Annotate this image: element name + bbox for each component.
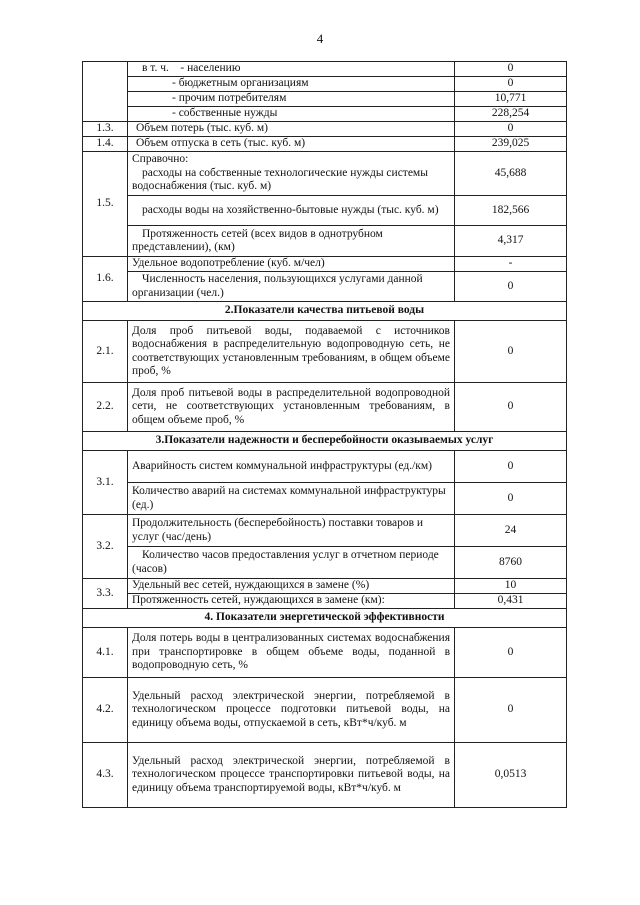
row-number: 4.2. (83, 678, 128, 743)
row-value: 0 (455, 383, 567, 432)
row-number: 1.5. (83, 152, 128, 257)
row-value: 239,025 (455, 137, 567, 152)
section-title: 3.Показатели надежности и бесперебойности оказываемых услуг (83, 432, 567, 451)
row-value: 24 (455, 515, 567, 547)
row-description: расходы воды на хозяйственно-бытовые нужды (тыс. куб. м) (128, 196, 455, 226)
row-description: Удельный расход электрической энергии, потребляемой в технологическом процессе подготовки питьевой воды, на единицу объема воды, отпускаемой в сеть, кВт*ч/куб. м (128, 678, 455, 743)
row-value: 0 (455, 483, 567, 515)
row-description: Удельный вес сетей, нуждающихся в замене (%) (128, 579, 455, 594)
table-row (83, 152, 567, 196)
table-row (83, 594, 567, 609)
row-description: Доля проб питьевой воды, подаваемой с источников водоснабжения в распределительную водопроводную сеть, не соответствующих установленным требованиям, в общем объеме проб, % (128, 321, 455, 383)
section-header-row (83, 609, 567, 628)
row-value: 0 (455, 451, 567, 483)
row-value: 0,431 (455, 594, 567, 609)
row-value: 0 (455, 122, 567, 137)
row-number: 1.6. (83, 257, 128, 302)
row-description: Доля проб питьевой воды в распределительной водопроводной сети, не соответствующих установленным требованиям, в общем объеме проб, % (128, 383, 455, 432)
row-number: 1.3. (83, 122, 128, 137)
reference-header: Справочно: (132, 153, 189, 166)
row-value: 0 (455, 321, 567, 383)
row-description: Объем потерь (тыс. куб. м) (128, 122, 455, 137)
row-description: Численность населения, пользующихся услугами данной организации (чел.) (128, 272, 455, 302)
table-row (83, 62, 567, 77)
row-description (128, 152, 455, 196)
table-row (83, 137, 567, 152)
row-description: Удельное водопотребление (куб. м/чел) (128, 257, 455, 272)
row-description: Протяженность сетей (всех видов в однотрубном представлении), (км) (128, 226, 455, 257)
row-description: Объем отпуска в сеть (тыс. куб. м) (128, 137, 455, 152)
table-row (83, 579, 567, 594)
row-description: Количество аварий на системах коммунальной инфраструктуры (ед.) (128, 483, 455, 515)
table-row (83, 678, 567, 743)
table-row (83, 451, 567, 483)
table-row (83, 92, 567, 107)
reference-item: расходы на собственные технологические нужды системы водоснабжения (тыс. куб. м) (132, 166, 428, 193)
table-row (83, 257, 567, 272)
row-description: Протяженность сетей, нуждающихся в замене (км): (128, 594, 455, 609)
table-row (83, 272, 567, 302)
section-title: 4. Показатели энергетической эффективности (83, 609, 567, 628)
table-row (83, 122, 567, 137)
row-description: - собственные нужды (128, 107, 455, 122)
row-number: 2.2. (83, 383, 128, 432)
row-description: Продолжительность (бесперебойность) поставки товаров и услуг (час/день) (128, 515, 455, 547)
row-number: 3.2. (83, 515, 128, 579)
section-header-row (83, 432, 567, 451)
row-number: 2.1. (83, 321, 128, 383)
row-description: Аварийность систем коммунальной инфраструктуры (ед./км) (128, 451, 455, 483)
row-description: Удельный расход электрической энергии, потребляемой в технологическом процессе транспортировки питьевой воды, на единицу объема транспортируемой воды, кВт*ч/куб. м (128, 743, 455, 808)
table-row (83, 743, 567, 808)
row-value: 0 (455, 678, 567, 743)
row-description: в т. ч. - населению (128, 62, 455, 77)
table-row (83, 196, 567, 226)
row-description: Количество часов предоставления услуг в отчетном периоде (часов) (128, 547, 455, 579)
row-value: 0 (455, 62, 567, 77)
row-number: 1.4. (83, 137, 128, 152)
table-row (83, 107, 567, 122)
row-value: 0 (455, 77, 567, 92)
table-row (83, 483, 567, 515)
table-row (83, 226, 567, 257)
table-row (83, 77, 567, 92)
row-value: 4,317 (455, 226, 567, 257)
row-value: 10,771 (455, 92, 567, 107)
row-description: - прочим потребителям (128, 92, 455, 107)
row-number: 4.1. (83, 628, 128, 678)
row-description: Доля потерь воды в централизованных системах водоснабжения при транспортировке в общем объеме воды, поданной в водопроводную сеть, % (128, 628, 455, 678)
table-row (83, 383, 567, 432)
section-title: 2.Показатели качества питьевой воды (83, 302, 567, 321)
table-row (83, 628, 567, 678)
table-row (83, 321, 567, 383)
row-number (83, 62, 128, 122)
row-description: - бюджетным организациям (128, 77, 455, 92)
row-value: 228,254 (455, 107, 567, 122)
row-number: 3.1. (83, 451, 128, 515)
row-value: 10 (455, 579, 567, 594)
row-value: 182,566 (455, 196, 567, 226)
row-number: 4.3. (83, 743, 128, 808)
table-row (83, 515, 567, 547)
row-number: 3.3. (83, 579, 128, 609)
row-value: 0,0513 (455, 743, 567, 808)
row-value: 45,688 (455, 152, 567, 196)
row-value: - (455, 257, 567, 272)
row-value: 0 (455, 628, 567, 678)
indicators-table (82, 61, 567, 808)
table-row (83, 547, 567, 579)
page-number: 4 (316, 31, 324, 46)
section-header-row (83, 302, 567, 321)
row-value: 0 (455, 272, 567, 302)
row-value: 8760 (455, 547, 567, 579)
